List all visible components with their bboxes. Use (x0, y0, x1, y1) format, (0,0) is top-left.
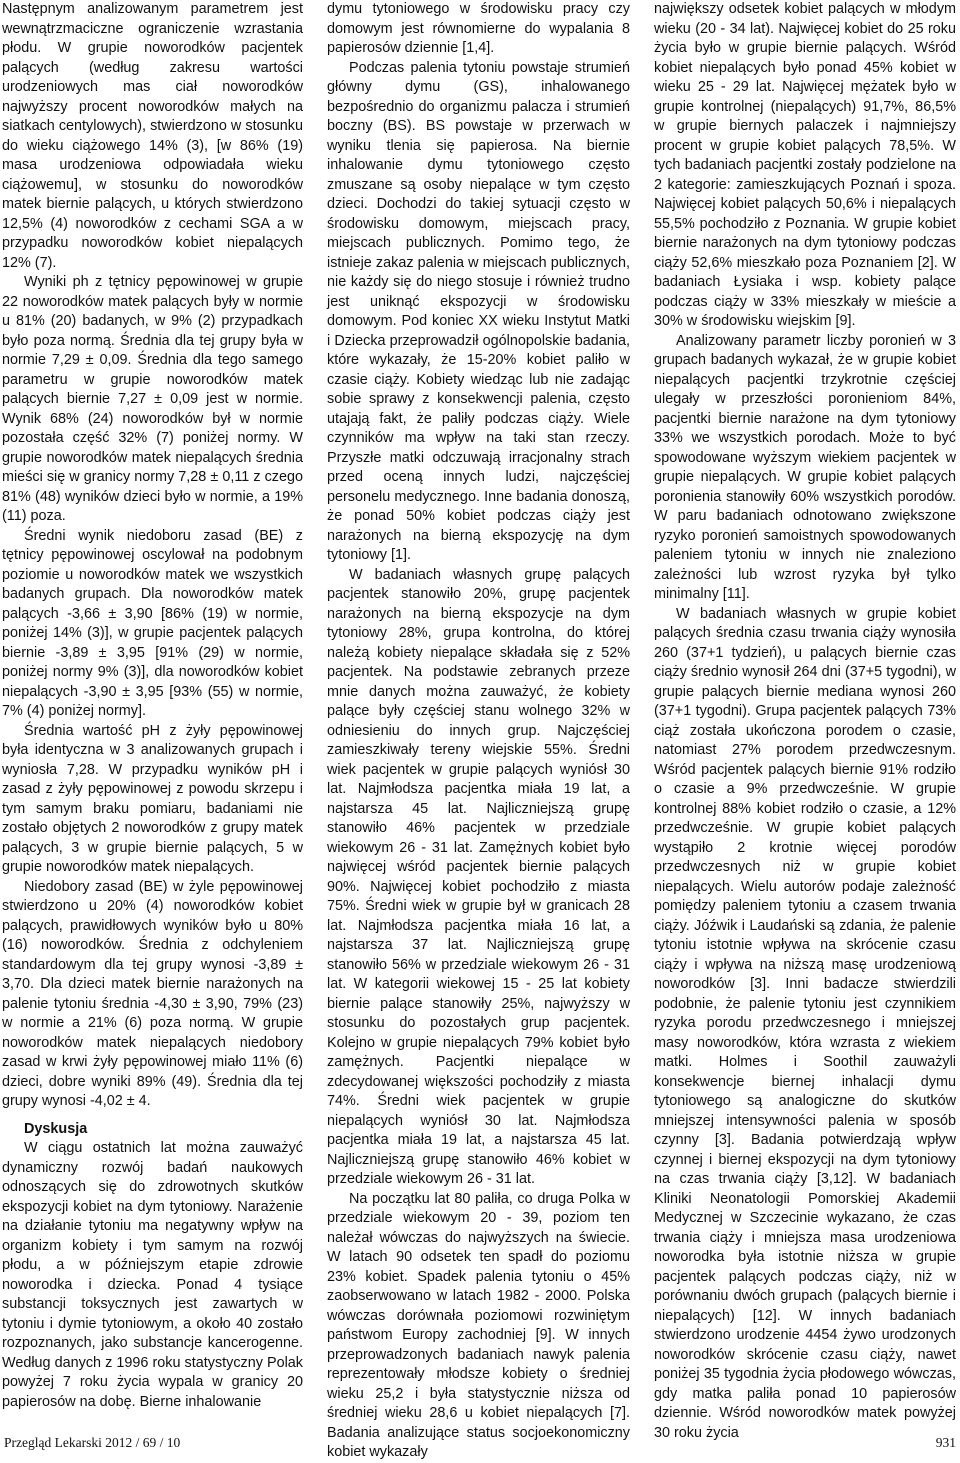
paragraph: Na początku lat 80 paliła, co druga Polka w przedziale wiekowym 20 - 39, poziom ten należał wówczas do najwyższych na świecie. W latach 90 odsetek ten spadł do poziomu 23% kobiet. Spadek palenia tytoniu o 45% zaobserwowano w latach 1982 - 2000. Polska wówczas dorównała poziomowi rozwiniętym państwom Europy zachodniej [9]. W innych przeprowadzonych badaniach nawyk palenia reprezentowały młodsze kobiety o średniej wieku 25,2 i była statystycznie niższa od średniej wieku 28,6 u kobiet niepalących [7]. Badania analizujące status socjoekonomiczny kobiet wykazały (327, 1190, 630, 1460)
paragraph: Podczas palenia tytoniu powstaje strumień główny dymu (GS), inhalowanego bezpośrednio do organizmu palacza i strumień boczny (BS). BS powstaje w przerwach w wyniku tlenia się papierosa. Na biernie inhalowanie dymu tytoniowego często zmuszane są osoby niepalące w tym często dzieci. Dochodzi do takiej sytuacji często w środowisku domowym, miejscach pracy, miejscach publicznych. Pomimo tego, że istnieje zakaz palenia w miejscach publicznych, nie każdy się do niego stosuje i również trudno jest uniknąć ekspozycji w środowisku domowym. Pod koniec XX wieku Instytut Matki i Dziecka przeprowadził ogólnopolskie badania, które wykazały, że 15-20% kobiet paliło w czasie ciąży. Kobiety wiedząc lub nie zadając sobie sprawy z konsekwencji palenia, często utajają fakt, że paliły podczas ciąży. Wiele czynników ma wpływ na taki stan rzeczy. Przyszłe matki odczuwają irracjonalny strach przed oceną innych ludzi, najczęściej personelu medycznego. Inne badania donoszą, że ponad 50% kobiet podczas ciąży jest narażonych na bierną ekspozycję na dym tytoniowy [1]. (327, 59, 630, 563)
page-footer (0, 1435, 960, 1457)
paragraph: W ciągu ostatnich lat można zauważyć dynamiczny rozwój badań naukowych odnoszących się do zdrowotnych skutków ekspozycji kobiet na dym tytoniowy. Narażenie na działanie tytoniu ma negatywny wpływ na organizm kobiety i tym samym na rozwój płodu, a w późniejszym etapie zdrowie noworodka i dziecka. Ponad 4 tysiące substancji toksycznych jest zawartych w tytoniu i dymie tytoniowym, a około 40 zostało rozpoznanych, jako substancje kancerogenne. Według danych z 1996 roku statystyczny Polak powyżej 7 roku życia wypala w granicy 20 papierosów na dobę. Bierne inhalowanie (2, 1140, 303, 1410)
paragraph: Analizowany parametr liczby poronień w 3 grupach badanych wykazał, że w grupie kobiet niepalących pacjentki trzykrotnie częściej ulegały w przeszłości poronieniom 84%, pacjentki biernie narażone na dym tytoniowy 33% we wszystkich porodach. Może to być spowodowane wyższym wiekiem pacjentek w grupie niepalących. W grupie kobiet palących poronienia stanowiły 60% wszystkich porodów. W paru badaniach odnotowano zwiększone ryzyko poronień samoistnych spowodowanych paleniem tytoniu w innych nie znaleziono zależności lub wzrost ryzyka był tylko minimalny [11]. (654, 332, 956, 602)
paragraph: dymu tytoniowego w środowisku pracy czy domowym jest równomierne do wypalania 8 papierosów dziennie [1,4]. (327, 1, 630, 56)
paragraph: W badaniach własnych grupę palących pacjentek stanowiło 20%, grupę pacjentek narażonych na bierną ekspozycje na dym tytoniowy 28%, grupa kontrolna, do której należą kobiety niepalące składała się z 52% pacjentek. Na podstawie zebranych przeze mnie danych można zauważyć, że kobiety palące były częściej stanu wolnego 32% w odniesieniu do innych grup. Najczęściej zamieszkiwały tereny wiejskie 55%. Średni wiek pacjentek w grupie palących wyniósł 30 lat. Najmłodsza pacjentka miała 19 lat, a najstarsza 45 lat. Najliczniejszą grupę stanowiło 46% pacjentek w przedziale wiekowym 26 - 31 lat. Zamężnych kobiet było najwięcej wśród pacjentek biernie palących 90%. Najwięcej kobiet pochodziło z miasta 75%. Średni wiek w grupie był w granicach 28 lat. Najmłodsza pacjentka miała 16 lat, a najstarsza 37 lat. Najliczniejszą grupę stanowiło 56% w przedziale wiekowym 26 - 31 lat. W kategorii wiekowej 15 - 25 lat kobiety biernie palące stanowiły 25%, najwyższy w stosunku do pozostałych grup pacjentek. Kolejno w grupie niepalących 79% kobiet było zamężnych. Pacjentki niepalące w zdecydowanej większości pochodziły z miasta 74%. Średni wiek pacjentek w grupie niepalących wyniósł 30 lat. Najmłodsza pacjentka miała 19 lat, a najstarsza 45 lat. Najliczniejszą grupę stanowiło 46% kobiet w przedziale wiekowym 26 - 31 lat. (327, 566, 630, 1187)
text-column-middle (327, 0, 630, 1463)
text-column-right (654, 0, 956, 1443)
text-column-left (2, 0, 303, 1412)
paragraph: największy odsetek kobiet palących w młodym wieku (20 - 34 lat). Najwięcej kobiet do 25 roku życia było w grupie biernie palących. Wśród kobiet niepalących było ponad 45% kobiet w wieku 25 - 29 lat. Najwięcej mężatek było w grupie kontrolnej (niepalących) 91,7%, 86,5% w grupie biernych palaczek i najmniejszy procent w grupie kobiet palących 78,5%. W tych badaniach pacjentki zostały podzielone na 2 kategorie: zamieszkujących Poznań i spoza. Najwięcej kobiet palących 50,6% i niepalących 55,5% pochodziło z Poznania. W grupie kobiet biernie narażonych na dym tytoniowy podczas ciąży 52,6% mieszkało poza Poznaniem [2]. W badaniach Łysiaka i wsp. kobiety palące podczas ciąży w 33% mieszkały w mieście a 30% w środowisku wiejskim [9]. (654, 1, 956, 329)
page-number: 931 (935, 1435, 956, 1450)
paragraph: W badaniach własnych w grupie kobiet palących średnia czasu trwania ciąży wynosiła 260 (37+1 tydzień), u palących biernie czas ciąży średnio wynosił 264 dni (37+5 tygodni), w grupie palących biernie mediana wynosi 260 (37+1 tygodni). Grupa pacjentek palących 73% ciąż została ukończona porodem o czasie, natomiast 27% porodem przedwczesnym. Wśród pacjentek palących biernie 91% rodziło o czasie a 9% przedwcześnie. W grupie kontrolnej 88% kobiet rodziło o czasie, a 12% przedwcześnie. W grupie kobiet palących wystąpiło 2 krotnie więcej porodów przedwczesnych niż w grupie kobiet niepalących. Wielu autorów podaje zależność pomiędzy paleniem tytoniu a czasem trwania ciąży. Jóźwik i Laudański są zdania, że palenie tytoniu istotnie wpływa na skrócenie czasu ciąży i wpływa na niższą masę urodzeniową noworodków [3]. Inni badacze stwierdzili podobnie, że palenie tytoniu jest czynnikiem ryzyka porodu przedwczesnego i mniejszej masy noworodków, która wzrasta z wiekiem matki. Holmes i Soothil zauważyli konsekwencje biernej inhalacji dymu tytoniowego są analogiczne do skutków mniejszej intensywności palenia w sposób czynny [3]. Badania potwierdzają wpływ czynnej i biernej ekspozycji na dym tytoniowy na czas trwania ciąży [3,12]. W badaniach Kliniki Neonatologii Pomorskiej Akademii Medycznej w Szczecinie wykazano, że czas trwania ciąży i mniejsza masa urodzeniowa noworodka była istotnie niższa w grupie pacjentek palących podczas ciąży, niż w porównaniu dwóch grupach (palących biernie i niepalących) [12]. W innych badaniach stwierdzono urodzenie 4454 żywo urodzonych noworodków skrócenie czasu ciąży, nawet poniżej 35 tygodnia życia płodowego wówczas, gdy matka paliła ponad 10 papierosów dziennie. Wśród noworodków matek powyżej 30 roku życia (654, 605, 956, 1441)
section-heading: Dyskusja (24, 1120, 88, 1137)
paragraph: Średni wynik niedoboru zasad (BE) z tętnicy pępowinowej oscylował na podobnym poziomie u noworodków matek we wszystkich badanych grupach. Dla noworodków matek palących -3,66 ± 3,90 [86% (19) w normie, poniżej 14% (3)], w grupie pacjentek palących biernie -3,89 ± 3,95 [91% (29) w normie, poniżej normy 9% (3)], dla noworodków kobiet niepalących -3,90 ± 3,95 [93% (55) w normie, 7% (4) poniżej normy]. (2, 527, 303, 719)
paragraph: Wyniki ph z tętnicy pępowinowej w grupie 22 noworodków matek palących były w normie u 81% (20) badanych, w 9% (2) przypadkach było poza normą. Średnia dla tej grupy była w normie 7,29 ± 0,09. Średnia dla tego samego parametru w grupie noworodków matek palących biernie 7,27 ± 0,09 jest w normie. Wynik 68% (24) noworodków był w normie pozostała część 32% (7) poniżej normy. W grupie noworodków matek niepalących średnia mieści się w granicy normy 7,28 ± 0,11 z czego 81% (48) wyników dzieci było w normie, a 19% (11) poza. (2, 274, 303, 524)
paragraph: Następnym analizowanym parametrem jest wewnątrzmaciczne ograniczenie wzrastania płodu. W grupie noworodków pacjentek palących (według zakresu wartości urodzeniowych mas ciał noworodków najwyższy procent noworodków małych na siatkach centylowych), stwierdzono w stosunku do wieku ciążowego 14% (3), [w 86% (19) masa urodzeniowa odpowiadała wieku ciążowemu], w stosunku do noworodków matek biernie palących, u których stwierdzono 12,5% (4) noworodków z cechami SGA a w przypadku noworodków kobiet niepalących 12% (7). (2, 1, 303, 271)
paragraph: Niedobory zasad (BE) w żyle pępowinowej stwierdzono u 20% (4) noworodków kobiet palących, prawidłowych wyników było u 80% (16) noworodków. Średnia z odchyleniem standardowym dla tej grupy wynosi -3,89 ± 3,70. Dla dzieci matek biernie narażonych na palenie tytoniu średnia -4,30 ± 3,90, 79% (23) w normie a 21% (6) poza normą. W grupie noworodków matek niepalących niedobory zasad w krwi żyły pępowinowej miało 11% (6) dzieci, dobre wyniki 89% (49). Średnia dla tej grupy wynosi -4,02 ± 4. (2, 878, 303, 1109)
journal-citation: Przegląd Lekarski 2012 / 69 / 10 (4, 1435, 181, 1450)
paragraph: Średnia wartość pH z żyły pępowinowej była identyczna w 3 analizowanych grupach i wyniosła 7,28. W przypadku wyników pH i zasad z żyły pępowinowej z powodu skrzepu i tym samym braku pomiaru, badaniami nie zostało objętych 2 noworodków z grupy matek palących, 3 w grupie biernie palących, 5 w grupie noworodków matek niepalących. (2, 722, 303, 875)
